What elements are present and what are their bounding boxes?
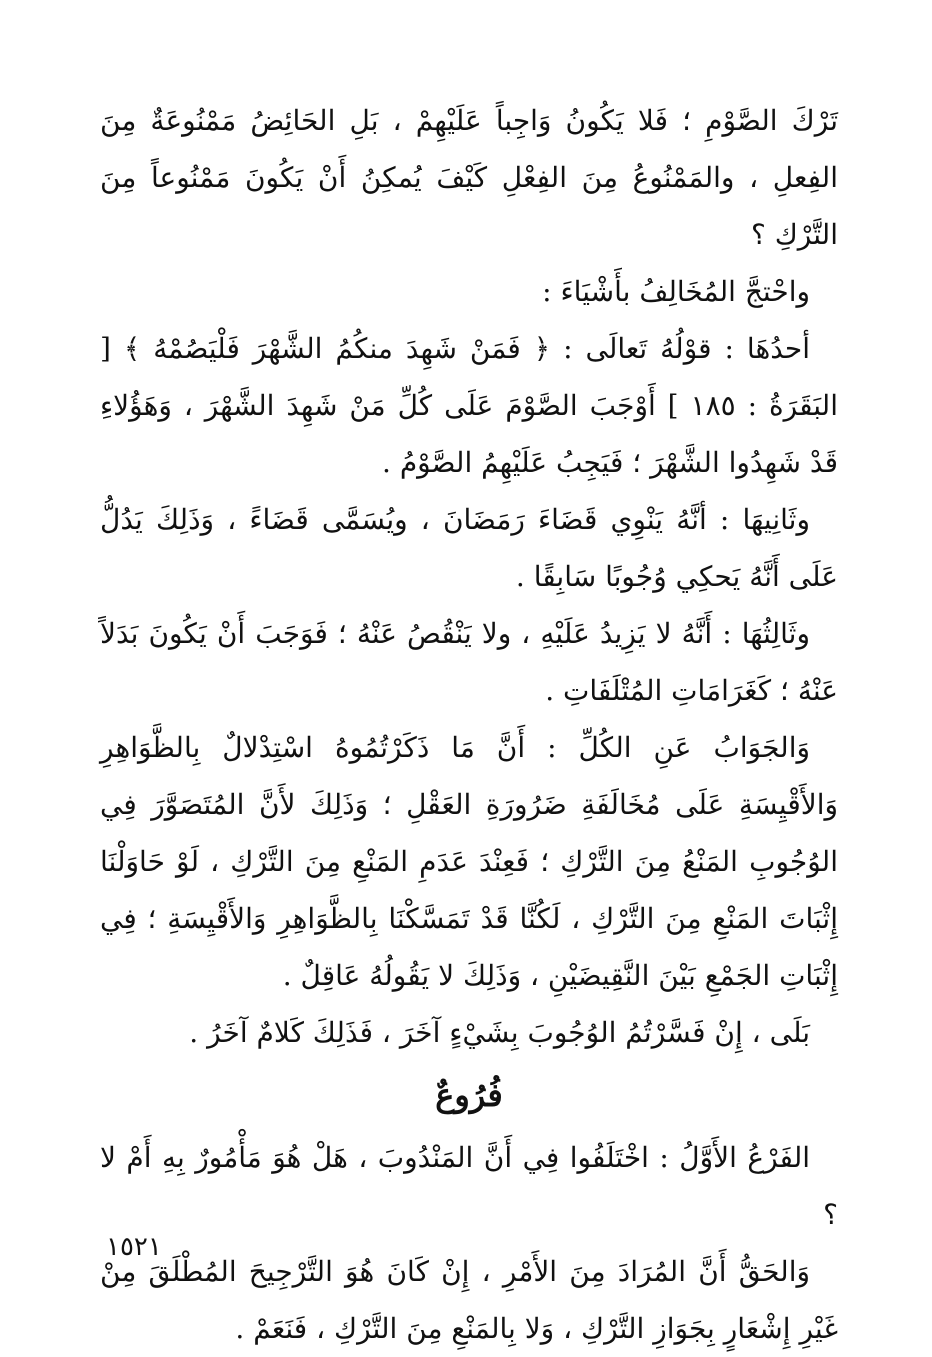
paragraph-8: الفَرْعُ الأَوَّلُ : اخْتَلَفُوا فِي أَنَّ المَنْدُوبَ ، هَلْ هُوَ مَأْمُورٌ بِهِ أَمْ لا ؟ <box>100 1141 838 1231</box>
section-heading: فُرُوعٌ <box>435 1076 503 1114</box>
paragraph-7: بَلَى ، إِنْ فَسَّرْتُمُ الوُجُوبَ بِشَيْءٍ آخَرَ ، فَذَلِكَ كَلامٌ آخَرُ . <box>189 1016 810 1049</box>
page-body <box>100 92 838 1357</box>
paragraph-2: واحْتجَّ المُخَالِفُ بأَشْيَاءَ : <box>542 275 810 308</box>
paragraph-1: تَرْكَ الصَّوْمِ ؛ فَلا يَكُونُ وَاجِباً عَلَيْهِمْ ، بَلِ الحَائِضُ مَمْنُوعَةٌ مِنَ الفِعلِ ، والمَمْنُوعُ مِنَ الفِعْلِ كَيْفَ يُمكِنُ أَنْ يَكُونَ مَمْنُوعاً مِنَ التَّرْكِ ؟ <box>100 104 838 251</box>
page-number: ١٥٢١ <box>106 1232 162 1262</box>
paragraph-5: وثَالِثُهَا : أَنَّهُ لا يَزِيدُ عَلَيْهِ ، ولا يَنْقُصُ عَنْهُ ؛ فَوَجَبَ أَنْ يَكُونَ بَدَلاً عَنْهُ ؛ كَغَرَامَاتِ المُتْلَفَاتِ . <box>100 617 838 707</box>
paragraph-6: وَالجَوَابُ عَنِ الكُلِّ : أَنَّ مَا ذَكَرْتُمُوهُ اسْتِدْلالٌ بِالظَّوَاهِرِ وَالأَقْيِسَةِ عَلَى مُخَالَفَةِ ضَرُورَةِ العَقْلِ ؛ وَذَلِكَ لأَنَّ المُتَصَوَّرَ فِي الوُجُوبِ المَنْعُ مِنَ التَّرْكِ ؛ فَعِنْدَ عَدَمِ المَنْعِ مِنَ التَّرْكِ ، لَوْ حَاوَلْنَا إِثْبَاتَ المَنْعِ مِنَ التَّرْكِ ، لَكُنَّا قَدْ تَمَسَّكْنَا بِالظَّوَاهِرِ وَالأَقْيِسَةِ ؛ فِي إِثْبَاتِ الجَمْعِ بَيْنَ النَّقِيضَيْنِ ، وَذَلِكَ لا يَقُولُهُ عَاقِلٌ . <box>100 731 838 992</box>
paragraph-3: أحدُهَا : قوْلُهُ تَعالَى : ﴿ فَمَنْ شَهِدَ منكُمُ الشَّهْرَ فَلْيَصُمْهُ ﴾ [ البَقَرَةُ : ١٨٥ ] أَوْجَبَ الصَّوْمَ عَلَى كُلِّ مَنْ شَهِدَ الشَّهْرَ ، وَهَؤُلاءِ قَدْ شَهِدُوا الشَّهْرَ ؛ فَيَجِبُ عَلَيْهِمُ الصَّوْمُ . <box>100 332 838 479</box>
paragraph-4: وثَانِيهَا : أنَّهُ يَنْوِي قَضَاءَ رَمَضَانَ ، ويُسَمَّى قَضَاءً ، وَذَلِكَ يَدُلُّ عَلَى أَنَّهُ يَحكِي وُجُوبًا سَابِقًا . <box>100 503 838 593</box>
paragraph-9: وَالحَقُّ أَنَّ المُرَادَ مِنَ الأَمْرِ ، إِنْ كَانَ هُوَ التَّرْجِيحَ المُطْلَقَ مِنْ غَيْرِ إِشْعَارٍ بِجَوَازِ التَّرْكِ ، وَلا بِالمَنْعِ مِنَ التَّرْكِ ، فَنَعَمْ . <box>100 1255 838 1345</box>
